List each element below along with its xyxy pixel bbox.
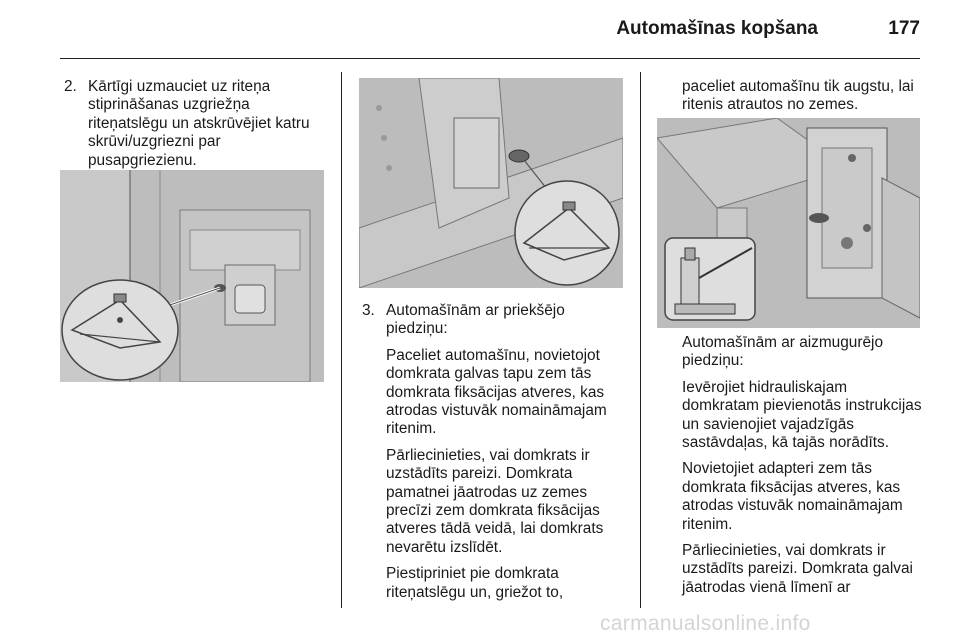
continuation-text: paceliet automašīnu tik augstu, lai ritenis atrautos no zemes. (682, 78, 914, 114)
column-divider-1 (341, 72, 342, 608)
rear-paragraph-3: Pārliecinieties, vai domkrats ir uzstādīts pareizi. Domkrata galvai jāatrodas vienā līmenī ar (682, 542, 913, 596)
step-3-paragraph-3: Piestipriniet pie domkrata riteņatslēgu un, griežot to, (386, 565, 564, 601)
right-column-bottom (658, 334, 926, 605)
page-title: Automašīnas kopšana (616, 18, 818, 39)
step-3-paragraph-1: Paceliet automašīnu, novietojot domkrata galvas tapu zem tās domkrata fiksācijas atveres, kas atrodas vistuvāk nomaināmajam ritenim. (386, 346, 607, 438)
left-column (64, 78, 330, 170)
step-3-number: 3. (362, 302, 375, 319)
header-rule (60, 58, 920, 59)
step-3-paragraph-2: Pārliecinieties, vai domkrats ir uzstādīts pareizi. Domkrata pamatnei jāatrodas uz zemes precīzi zem domkrata fiksācijas atveres tādā veidā, lai domkrats nevarētu izslīdēt. (386, 446, 604, 556)
rear-drive-block (658, 334, 926, 597)
figure-hydraulic-jack (657, 118, 920, 328)
right-column-top (658, 78, 926, 123)
step-2 (64, 78, 330, 170)
middle-column (362, 302, 622, 610)
rear-drive-title: Automašīnām ar aizmugurējo piedziņu: (682, 334, 884, 370)
rear-paragraph-2: Novietojiet adapteri zem tās domkrata fiksācijas atveres, kas atrodas vistuvāk nomaināmajam ritenim. (682, 460, 903, 533)
column-divider-2 (640, 72, 641, 608)
rear-paragraph-1: Ievērojiet hidrauliskajam domkratam pievienotās instrukcijas un savienojiet vajadzīgās sastāvdaļas, kā tajās norādīts. (682, 378, 922, 452)
figure-jack-sill (60, 170, 324, 382)
page-number: 177 (888, 18, 920, 39)
step-2-text: Kārtīgi uzmauciet uz riteņa stiprināšanas uzgriežņa riteņatslēgu un atskrūvējiet katru skrūvi/uzgriezni par pusapgriezienu. (88, 78, 310, 169)
watermark: carmanualsonline.info (600, 612, 811, 635)
figure-jack-front (359, 78, 623, 288)
step-2-number: 2. (64, 78, 77, 95)
continuation-block (658, 78, 926, 115)
step-3 (362, 302, 622, 602)
step-3-title: Automašīnām ar priekšējo piedziņu: (386, 302, 565, 338)
